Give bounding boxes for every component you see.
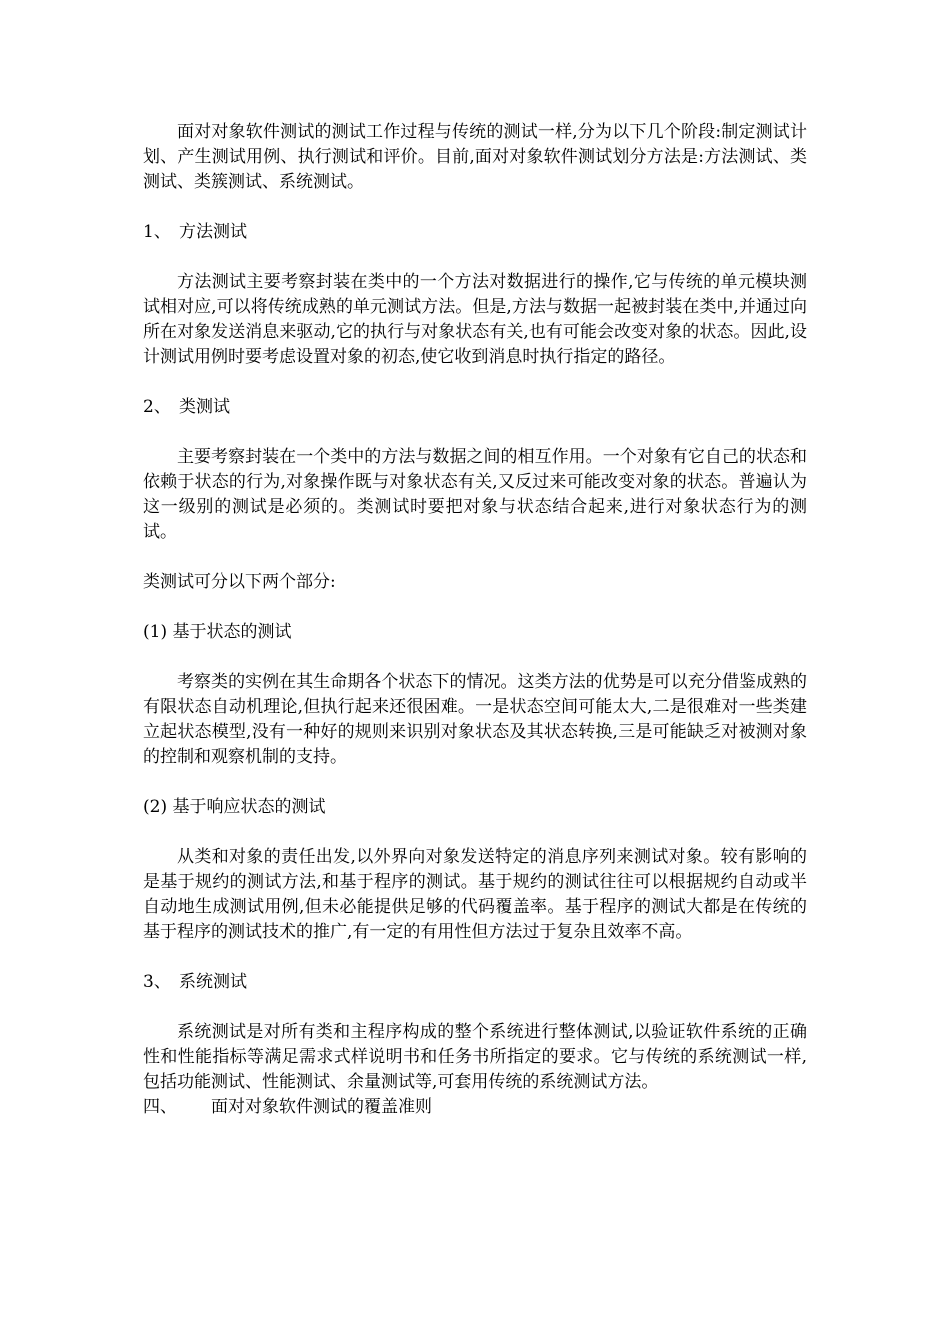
section-3-heading <box>143 970 807 995</box>
document-page <box>143 120 807 1120</box>
section-2-number: 2、 <box>143 397 171 417</box>
section-4-heading <box>143 1095 807 1120</box>
section-4-title: 面对对象软件测试的覆盖准则 <box>211 1097 432 1117</box>
section-2-heading <box>143 395 807 420</box>
part-1-body: 考察类的实例在其生命期各个状态下的情况。这类方法的优势是可以充分借鉴成熟的有限状态自动机理论,但执行起来还很困难。一是状态空间可能太大,二是很难对一些类建立起状态模型,没有一种好的规则来识别对象状态及其状态转换,三是可能缺乏对被测对象的控制和观察机制的支持。 <box>143 672 807 767</box>
section-3-number: 3、 <box>143 972 171 992</box>
section-2-title: 类测试 <box>179 397 230 417</box>
part-2-title: (2) 基于响应状态的测试 <box>143 797 326 817</box>
section-2-body: 主要考察封装在一个类中的方法与数据之间的相互作用。一个对象有它自己的状态和依赖于状态的行为,对象操作既与对象状态有关,又反过来可能改变对象的状态。普遍认为这一级别的测试是必须的。类测试时要把对象与状态结合起来,进行对象状态行为的测试。 <box>143 447 807 542</box>
section-1-heading <box>143 220 807 245</box>
section-2-parts-intro: 类测试可分以下两个部分: <box>143 572 336 592</box>
section-1-title: 方法测试 <box>179 222 247 242</box>
section-4-number: 四、 <box>143 1097 177 1117</box>
part-1-title: (1) 基于状态的测试 <box>143 622 292 642</box>
section-3-title: 系统测试 <box>179 972 247 992</box>
section-3-body: 系统测试是对所有类和主程序构成的整个系统进行整体测试,以验证软件系统的正确性和性能指标等满足需求式样说明书和任务书所指定的要求。它与传统的系统测试一样,包括功能测试、性能测试、余量测试等,可套用传统的系统测试方法。 <box>143 1022 807 1092</box>
part-2-body: 从类和对象的责任出发,以外界向对象发送特定的消息序列来测试对象。较有影响的是基于规约的测试方法,和基于程序的测试。基于规约的测试往往可以根据规约自动或半自动地生成测试用例,但未必能提供足够的代码覆盖率。基于程序的测试大都是在传统的基于程序的测试技术的推广,有一定的有用性但方法过于复杂且效率不高。 <box>143 847 807 942</box>
section-1-body: 方法测试主要考察封装在类中的一个方法对数据进行的操作,它与传统的单元模块测试相对应,可以将传统成熟的单元测试方法。但是,方法与数据一起被封装在类中,并通过向所在对象发送消息来驱动,它的执行与对象状态有关,也有可能会改变对象的状态。因此,设计测试用例时要考虑设置对象的初态,使它收到消息时执行指定的路径。 <box>143 272 807 367</box>
intro-paragraph: 面对对象软件测试的测试工作过程与传统的测试一样,分为以下几个阶段:制定测试计划、产生测试用例、执行测试和评价。目前,面对对象软件测试划分方法是:方法测试、类测试、类簇测试、系统测试。 <box>143 122 807 192</box>
section-1-number: 1、 <box>143 222 171 242</box>
